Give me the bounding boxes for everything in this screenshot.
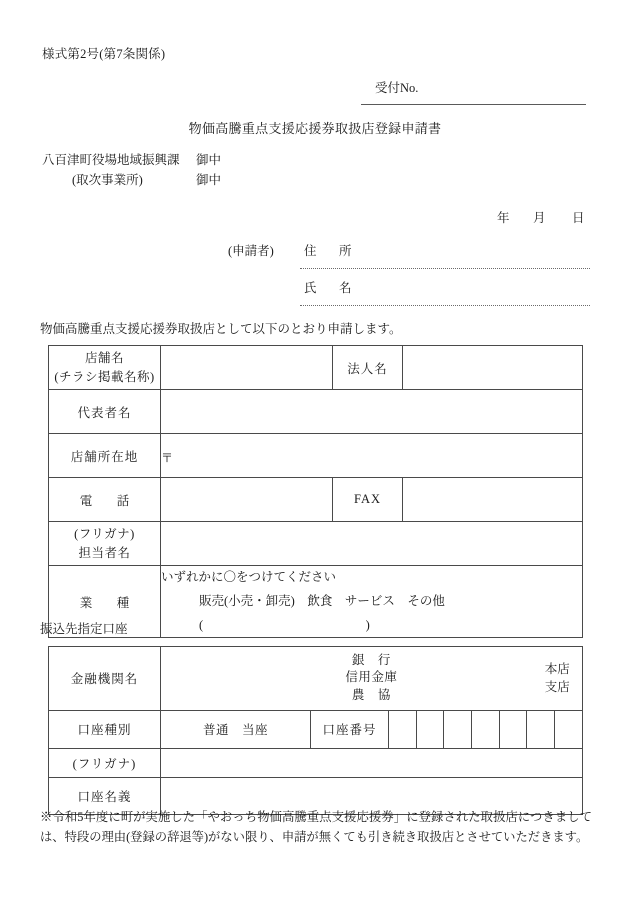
applicant-name-field[interactable] xyxy=(300,305,590,306)
industry-options[interactable]: 販売(小売・卸売) 飲食 サービス その他( ) xyxy=(199,593,445,632)
table-row xyxy=(49,390,583,434)
receipt-number-field[interactable] xyxy=(361,104,586,105)
store-name-label-cell xyxy=(49,346,161,390)
applicant-address-label: 住 所 xyxy=(304,244,357,258)
postal-mark-icon: 〒 xyxy=(161,451,174,465)
industry-label: 業 種 xyxy=(49,566,161,638)
applicant-address-field[interactable] xyxy=(300,268,590,269)
table-row xyxy=(49,566,583,638)
branch-type-list[interactable] xyxy=(545,661,570,696)
corporate-name-input[interactable] xyxy=(403,346,583,390)
date-day-label[interactable]: 日 xyxy=(572,211,585,225)
store-address-label: 店舗所在地 xyxy=(49,434,161,478)
table-row xyxy=(49,434,583,478)
account-holder-furigana-input[interactable] xyxy=(161,748,583,777)
page-title: 物価高騰重点支援応援券取扱店登録申請書 xyxy=(188,121,442,136)
store-address-input[interactable] xyxy=(161,434,583,478)
account-number-label: 口座番号 xyxy=(311,710,389,748)
contact-furigana-label: (フリガナ) xyxy=(74,527,135,542)
contact-name-input[interactable] xyxy=(161,522,583,566)
store-name-input[interactable] xyxy=(161,346,333,390)
account-number-digit-5[interactable] xyxy=(499,710,527,748)
store-name-label-line1: 店舗名 xyxy=(84,351,124,366)
branch-head-office[interactable]: 本店 xyxy=(544,662,570,677)
contact-name-label-cell xyxy=(49,522,161,566)
account-holder-furigana-label: (フリガナ) xyxy=(49,748,161,777)
footer-note: ※令和5年度に町が実施した「やおっち物価高騰重点支援応援券」に登録された取扱店につきましては、特段の理由(登録の辞退等)がない限り、申請が無くても引き続き取扱店とさせていただきます。 xyxy=(40,810,592,844)
account-number-digit-7[interactable] xyxy=(555,710,583,748)
addressee-primary: 八百津町役場地域振興課 xyxy=(42,153,180,167)
representative-label: 代表者名 xyxy=(49,390,161,434)
table-row xyxy=(49,710,583,748)
corporate-name-label: 法人名 xyxy=(333,346,403,390)
addressee-primary-honorific: 御中 xyxy=(196,153,222,167)
applicant-name-label: 氏 名 xyxy=(304,281,357,295)
store-information-table xyxy=(48,345,583,638)
table-row xyxy=(49,346,583,390)
form-number: 様式第2号(第7条関係) xyxy=(42,47,166,61)
industry-options-cell[interactable] xyxy=(161,566,583,638)
institution-kind-bank[interactable]: 銀 行 xyxy=(351,653,391,667)
account-number-digit-6[interactable] xyxy=(527,710,555,748)
institution-kind-shinkin[interactable]: 信用金庫 xyxy=(345,670,398,685)
representative-input[interactable] xyxy=(161,390,583,434)
applicant-label: (申請者) xyxy=(228,244,274,258)
fax-input[interactable] xyxy=(403,478,583,522)
date-month-label[interactable]: 月 xyxy=(533,211,546,225)
account-number-digit-3[interactable] xyxy=(444,710,472,748)
addressee-secondary-honorific: 御中 xyxy=(196,173,222,187)
addressee-secondary: (取次事業所) xyxy=(72,173,143,187)
store-name-label-line2: (チラシ掲載名称) xyxy=(54,369,155,384)
bank-account-table xyxy=(48,646,583,815)
fax-label: FAX xyxy=(333,478,403,522)
intro-sentence: 物価高騰重点支援応援券取扱店として以下のとおり申請します。 xyxy=(40,322,402,336)
table-row xyxy=(49,522,583,566)
account-number-digit-1[interactable] xyxy=(389,710,417,748)
table-row xyxy=(49,748,583,777)
account-number-digit-2[interactable] xyxy=(416,710,444,748)
telephone-input[interactable] xyxy=(161,478,333,522)
account-number-digit-4[interactable] xyxy=(472,710,500,748)
institution-kind-nokyo[interactable]: 農 協 xyxy=(351,687,391,702)
table-row xyxy=(49,478,583,522)
financial-institution-input[interactable] xyxy=(161,647,583,711)
table-row xyxy=(49,647,583,711)
receipt-number-label: 受付No. xyxy=(375,81,419,95)
account-type-options[interactable]: 普通 当座 xyxy=(161,710,311,748)
account-holder-label: 口座名義 xyxy=(49,777,161,814)
telephone-label: 電 話 xyxy=(49,478,161,522)
account-type-label: 口座種別 xyxy=(49,710,161,748)
branch-branch-office[interactable]: 支店 xyxy=(544,679,570,694)
contact-name-label: 担当者名 xyxy=(78,545,131,560)
date-year-label[interactable]: 年 xyxy=(497,211,510,225)
institution-kind-list[interactable] xyxy=(161,647,582,710)
bank-section-heading: 振込先指定口座 xyxy=(40,622,128,636)
financial-institution-label: 金融機関名 xyxy=(49,647,161,711)
industry-instruction: いずれかに〇をつけてください xyxy=(161,570,337,584)
